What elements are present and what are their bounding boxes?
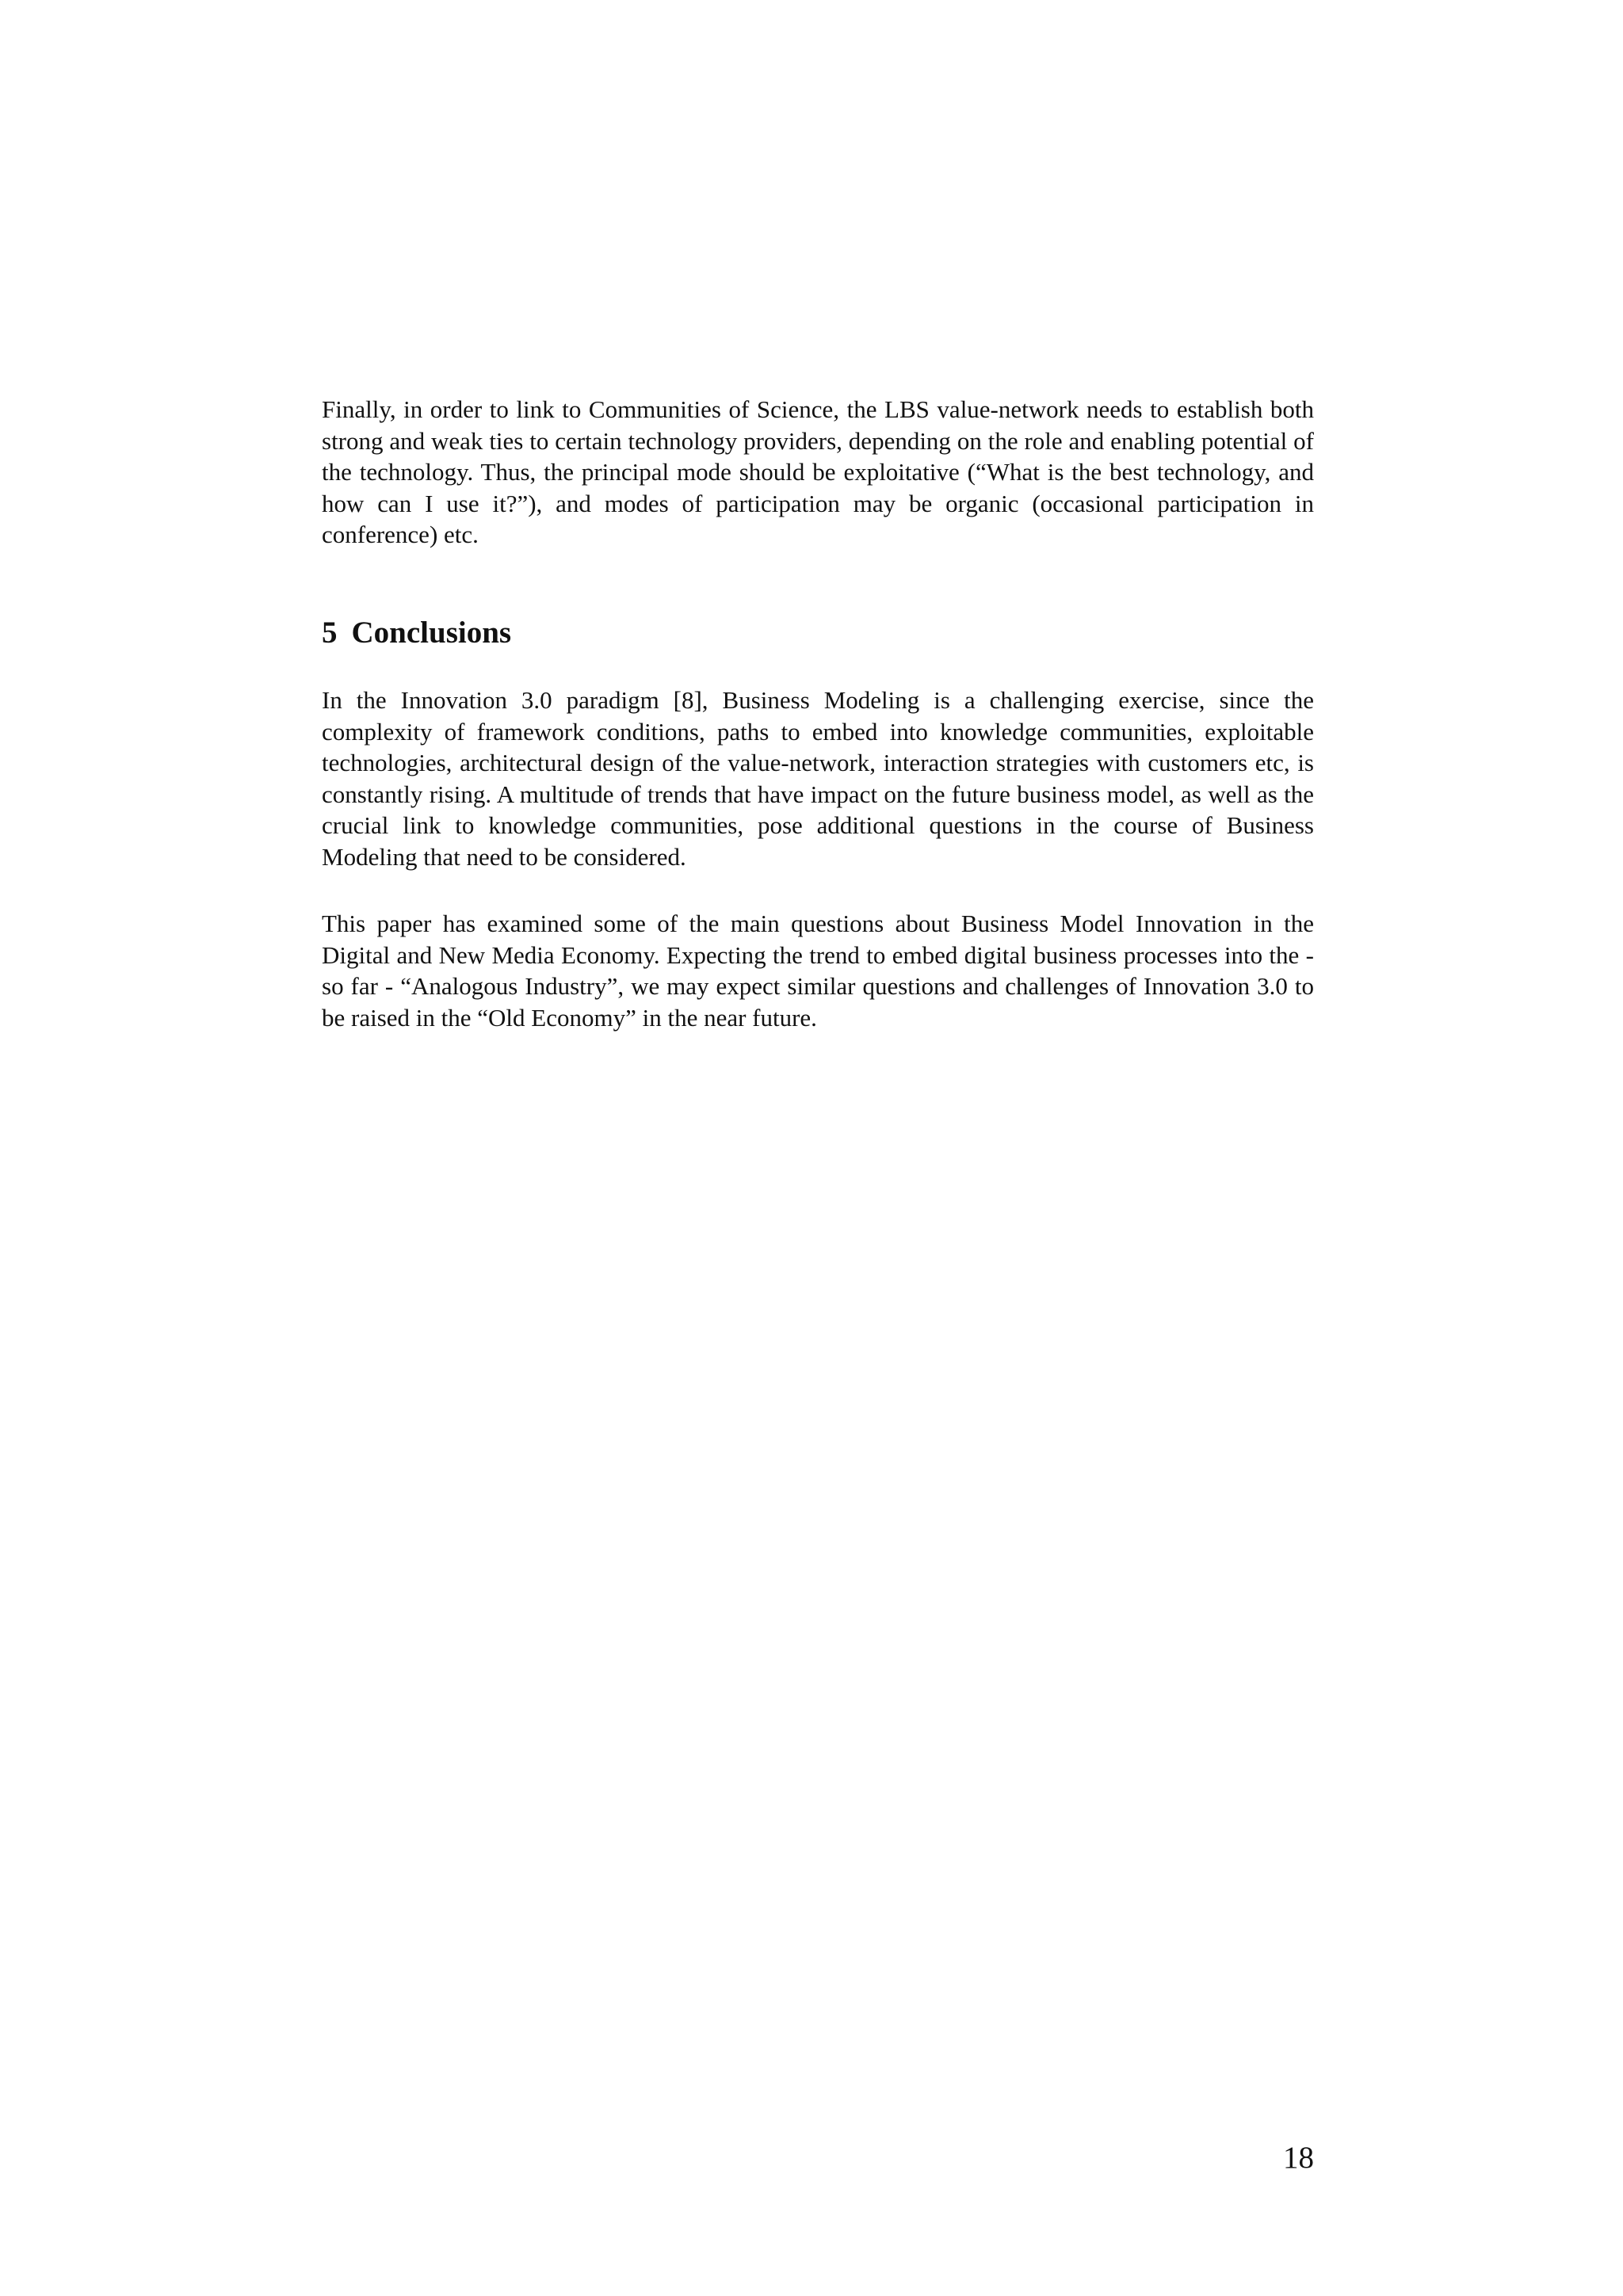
page-number: 18	[1283, 2141, 1314, 2175]
section-number: 5	[322, 616, 338, 650]
paragraph-conclusions-summary: This paper has examined some of the main questions about Business Model Innovation in the Digital and New Media Economy. Expecting the trend to embed digital business processes into the - so far - “Analogous Industry”, we may expect similar questions and challenges of Innovation 3.0 to be raised in the “Old Economy” in the near future.	[322, 910, 1314, 1032]
paragraph-conclusions-innovation: In the Innovation 3.0 paradigm [8], Business Modeling is a challenging exercise, since the complexity of framework conditions, paths to embed into knowledge communities, exploitable technologies, architectural design of the value-network, interaction strategies with customers etc, is constantly rising. A multitude of trends that have impact on the future business model, as well as the crucial link to knowledge communities, pose additional questions in the course of Business Modeling that need to be considered.	[322, 686, 1314, 871]
section-title: Conclusions	[351, 616, 512, 650]
paragraph-communities-of-science: Finally, in order to link to Communities of Science, the LBS value-network needs to establish both strong and weak ties to certain technology providers, depending on the role and enabling potential of the technology. Thus, the principal mode should be exploitative (“What is the best technology, and how can I use it?”), and modes of participation may be organic (occasional participation in conference) etc.	[322, 395, 1314, 549]
section-heading-conclusions	[322, 614, 511, 652]
